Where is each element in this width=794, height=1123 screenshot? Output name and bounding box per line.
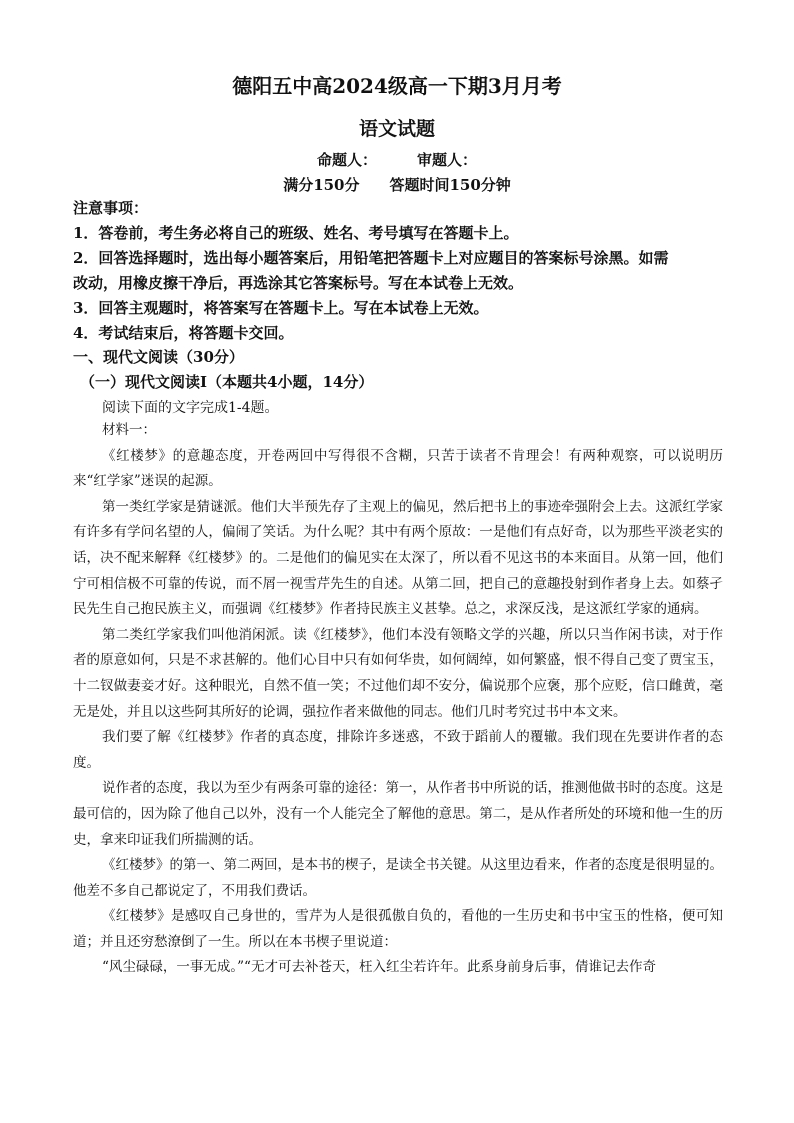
exam-title: 德阳五中高2024级高一下期3月月考 — [232, 74, 562, 98]
paragraph: 第二类红学家我们叫他消闲派。读《红楼梦》，他们本没有领略文学的兴趣，所以只当作闲书读，对于作者的原意如何，只是不求甚解的。他们心目中只有如何华贵，如何阔绰，如何繁盛，恨不得自己变了贾宝玉，十二钗做妻妾才好。这种眼光，自然不值一笑；不过他们却不安分，偏说那个应褒，那个应贬，信口雌黄，毫无是处，并且以这些阿其所好的论调，强拉作者来做他的同志。他们几时考究过书中本文来。 — [73, 626, 723, 720]
reading-instruction: 阅读下面的文字完成1-4题。 — [102, 400, 279, 416]
exam-subtitle: 语文试题 — [358, 118, 435, 140]
section-title: 一、现代文阅读（30分） — [73, 348, 244, 366]
note-item: 1．答卷前，考生务必将自己的班级、姓名、考号填写在答题卡上。 — [73, 224, 519, 242]
subsection-title: （一）现代文阅读Ⅰ（本题共4小题，14分） — [80, 373, 374, 391]
paragraph: 我们要了解《红楼梦》作者的真态度，排除许多迷惑，不致于蹈前人的覆辙。我们现在先要讲作者的态度。 — [73, 729, 723, 771]
reviewer-label: 审题人： — [417, 151, 478, 169]
paragraph: “风尘碌碌，一事无成。”“无才可去补苍天，枉入红尘若许年。此系身前身后事，倩谁记去作奇 — [102, 959, 656, 976]
note-item: 改动，用橡皮擦干净后，再选涂其它答案标号。写在本试卷上无效。 — [73, 274, 524, 292]
reading-material — [73, 418, 723, 981]
staff-line — [0, 149, 794, 170]
setter-label: 命题人： — [316, 151, 377, 169]
paragraph: 《红楼梦》的第一、第二两回，是本书的楔子，是读全书关键。从这里边看来，作者的态度是很明显的。他差不多自己都说定了，不用我们费话。 — [73, 857, 723, 899]
note-item: 4．考试结束后，将答题卡交回。 — [73, 324, 294, 342]
notes-block — [73, 196, 723, 346]
paragraph: 第一类红学家是猜谜派。他们大半预先存了主观上的偏见，然后把书上的事迹牵强附会上去。这派红学家有许多有学问名望的人，偏闹了笑话。为什么呢？其中有两个原故：一是他们有点好奇，以为那些平淡老实的话，决不配来解释《红楼梦》的。二是他们的偏见实在太深了，所以看不见这书的本来面目。从第一回，他们宁可相信极不可靠的传说，而不屑一视雪芹先生的自述。从第二回，把自己的意趣投射到作者身上去。如蔡孑民先生自己抱民族主义，而强调《红楼梦》作者持民族主义甚挚。总之，求深反浅，是这派红学家的通病。 — [73, 498, 723, 618]
paragraph: 说作者的态度，我以为至少有两条可靠的途径：第一，从作者书中所说的话，推测他做书时的态度。这是最可信的，因为除了他自己以外，没有一个人能完全了解他的意思。第二，是从作者所处的环境和他一生的历史，拿来印证我们所揣测的话。 — [73, 780, 723, 848]
note-item: 2．回答选择题时，选出每小题答案后，用铅笔把答题卡上对应题目的答案标号涂黑。如需 — [73, 249, 669, 267]
full-score: 满分150分 — [283, 176, 360, 194]
paragraph: 《红楼梦》是感叹自己身世的，雪芹为人是很孤傲自负的，看他的一生历史和书中宝玉的性格，便可知道；并且还穷愁潦倒了一生。所以在本书楔子里说道： — [73, 908, 723, 950]
material-label: 材料一： — [102, 422, 156, 438]
notes-heading: 注意事项： — [73, 199, 149, 217]
note-item: 3．回答主观题时，将答案写在答题卡上。写在本试卷上无效。 — [73, 299, 489, 317]
exam-time: 答题时间150分钟 — [389, 176, 511, 194]
paragraph: 《红楼梦》的意趣态度，开卷两回中写得很不含糊，只苦于读者不肯理会！有两种观察，可以说明历来“红学家”迷误的起源。 — [73, 447, 723, 490]
score-time-line — [0, 174, 794, 195]
